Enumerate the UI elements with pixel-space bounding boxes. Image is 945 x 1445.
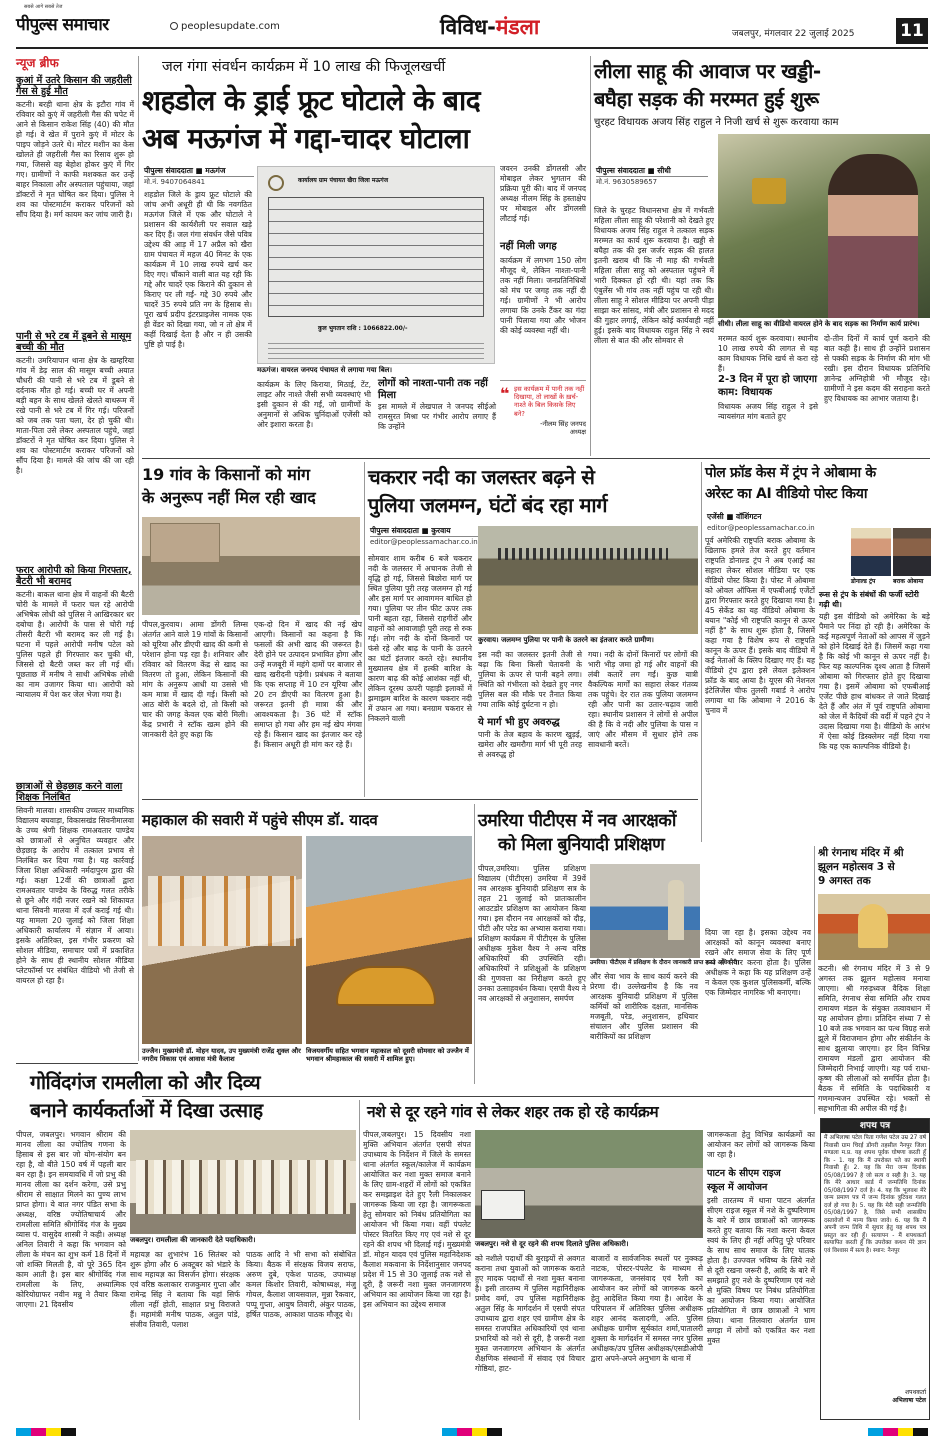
news-brief-label: न्यूज ब्रीफ: [16, 56, 59, 70]
palanquin-shape: [336, 966, 436, 1006]
anti-drug-rally-photo: [475, 1130, 703, 1238]
pullquote-head: लोगों को नाश्ता-पानी तक नहीं मिला: [378, 378, 488, 401]
byline-name: पीपुल्स संवाददाता: [596, 166, 645, 175]
obama-caption: बराक ओबामा: [893, 578, 924, 585]
story-subhead: स्कूल में आयोजन: [707, 1182, 768, 1193]
story-subhead: ये मार्ग भी हुए अवरुद्ध: [478, 717, 560, 728]
police-training-photo: [590, 864, 700, 958]
story-body: पीपल,जबलपुर। 15 दिवसीय नशा मुक्ति अभियान अंतर्गत एसपी संपत उपाध्याय के निर्देशन में जिले के समस्त थाना अंतर्गत स्कूल/कालेज में कार्यक्रम आयोजित कर नशा मुक्त समाज बनाने के लिए ग्राम-शहरों में लोगों को एकत्रित कर समझाइश देते हुए रैली निकालकर जागरूक किया जा रहा है। जागरूकता हेतु सोमवार को निबंध प्रतियोगिता का आयोजन भी किया गया। वहीं पंपलेट पोस्टर वितरित किए गए एवं नशे से दूर रहने की शपथ भी दिलाई गई। मुख्यमंत्री डॉ. मोहन यादव एवं पुलिस महानिदेशक कैलाश मकवाना के निर्देशानुसार जनपद प्रदेश में 15 से 30 जुलाई तक नशे से दूरी, है जरूरी नशा मुक्त जनजागरण अभियान का आयोजन किया जा रहा है। इस अभियान का उद्देश्य समाज: [363, 1130, 471, 1310]
brief-body: कटनी। उमरियापान थाना क्षेत्र के खम्हरिया गांव में डेढ़ साल की मासूम बच्ची अयात चौधरी की पानी से भरे टब में डूबने से दर्दनाक मौत हो गई। बच्ची घर में अपनी बड़ी बहन के साथ खेलते खेलते बाथरूम में रखे पानी से भरे टब में गिर गई। परिजनों को जब तक पता चला, देर हो चुकी थी। माता-पिता उसे लेकर अस्पताल पहुंचे, जहां डॉक्टरों ने मृत घोषित कर दिया। पुलिस ने शव का पोस्टमार्टम कराकर परिजनों को सौंप दिया है। मामले की जांच की जा रही है।: [16, 355, 134, 475]
story-headline: 19 गांव के किसानों को मांग: [142, 465, 311, 484]
story-govindganj-ramlila: [16, 1068, 356, 1420]
story-body: को नशीले पदार्थों की बुराइयों से अवगत कराना तथा युवाओं को जागरूक कराते हुए मादक पदार्थों से नशा मुक्त बनाना है। इसी तारतम्य में पुलिस महानिरीक्षक प्रमोद वर्मा, उप पुलिस महानिरीक्षक अतुल सिंह के मार्गदर्शन में एसपी संपत उपाध्याय द्वारा शहर एवं ग्रामीण क्षेत्र के समस्त राजपत्रित अधिकारियों एवं थाना प्रभारियों को नशे से दूरी, है जरूरी नशा मुक्त जनजागरण अभियान के अंतर्गत शैक्षणिक संस्थानों में संवाद एवं विचार गोष्ठियां, हाट-: [475, 1254, 585, 1374]
brief-body: कटनी। बाकल थाना क्षेत्र में वाहनों की बैटरी चोरी के मामले में फरार चल रहे आरोपी अभिषेक लोधी को पुलिस ने आखिरकार धर दबोचा है। आरोपी के पास से चोरी गई तीसरी बैटरी भी बरामद कर ली गई है। घटना में पहले आरोपी मनीष पटेल को पुलिस पहले ही गिरफ्तार कर चुकी थी, जिससे दो बैटरी जब्त कर ली गई थीं। पूछताछ में मनीष ने साथी अभिषेक लोधी का नाम उजागर किया था। आरोपी को न्यायालय में पेश कर जेल भेजा गया है।: [16, 589, 134, 699]
story-body: मरम्मत कार्य शुरू करवाया। स्थानीय 10 लाख रुपये की लागत से यह काम विधायक निधि खर्च से करा रहे हैं।: [718, 334, 818, 374]
deity-shape: [858, 904, 888, 948]
color-swatch: [16, 1428, 76, 1436]
bill-seal-icon: [268, 175, 284, 191]
byline: पीपुल्स संवाददाता ■ कुरवाय: [370, 526, 480, 537]
column-divider: [590, 56, 591, 456]
story-body: बाजारों व सार्वजनिक स्थलों पर नुक्कड़ नाटक, पोस्टर-पंपलेट के माध्यम से जागरूकता, जनसंवाद एवं रैली का आयोजन कर लोगों को जागरूक करने हेतु आदेशित किया गया है। आदेश के परिपालन में अतिरिक्त पुलिस अधीक्षक शहर आनंद कलादगी, अति. पुलिस अधीक्षक ग्रामीण सूर्यकांत शर्मा,पातालरी शुक्ला के मार्गदर्शन में समस्त नगर पुलिस अधीक्षक/उप पुलिस अधीक्षक/एसडीओपी द्वारा अपने-अपने अनुभाग के थाना में: [591, 1254, 703, 1364]
story-fertilizer: [142, 462, 362, 842]
brief-body: कटनी। बरही थाना क्षेत्र के इटौरा गांव में रविवार को कुएं में जहरीली गैस की चपेट में आने से किसान राकेश सिंह (40) की मौत हो गई। वे खेत में पुराने कुएं में मोटर के पाइप जोड़ने उतरे थे। मोटर मशीन का केस खोलते ही जहरीली गैस का रिसाव शुरू हो गया, जिससे वह बेहोश होकर कुएं में गिर गए। ग्रामीणों ने काफी मशक्कत कर उन्हें बाहर निकाला और अस्पताल पहुंचाया, जहां डॉक्टरों ने मृत घोषित कर दिया। पुलिस ने शव का पोस्टमार्टम कराकर परिजनों को सौंप दिया है। मर्ग कायम कर जांच जारी है।: [16, 99, 134, 219]
story-body: सोमवार शाम करीब 6 बजे चकरार नदी के जलस्तर में अचानक तेजी से वृद्धि हो गई, जिससे बिछोरा मार्ग पर स्थित पुलिया पूरी तरह जलमग्न हो गई और इस मार्ग पर आवागमन बाधित हो गया। पुलिया पर तीन फीट ऊपर तक पानी बहता रहा, जिससे राहगीरों और वाहनों को आवाजाही पूरी तरह से रुक गई। लोग नदी के दोनों किनारों पर फंसे रहे और बाढ़ के पानी के उतरने का घंटों इंतजार करते रहे। स्थानीय मुख्यालय क्षेत्र में हल्की बारिश के कारण बाढ़ की कोई आशंका नहीं थी, लेकिन दूरस्थ ऊपरी पहाड़ी इलाकों में झमाझम बारिश के कारण चकरार नदी में उफान आ गया। बनग्राम चकरार से निकलने वाली: [368, 554, 472, 724]
byline-city: सीधी: [657, 166, 671, 175]
story-headline: झूलन महोत्सव 3 से: [818, 861, 895, 873]
byline: एजेंसी ■ वॉशिंगटन: [707, 512, 762, 521]
story-body: गया। नदी के दोनों किनारों पर लोगों की भारी भीड़ जमा हो गई और वाहनों की लंबी कतारें लग गईं। कुछ यात्री वैकल्पिक मार्गों का सहारा लेकर गंतव्य तक पहुंचे। देर रात तक पुलिया जलमग्न रही और पानी का उतार-चढ़ाव जारी रहा। स्थानीय प्रशासन ने लोगों से अपील की है कि वे नदी और पुलिया के पास न जाएं और मौसम में सुधार होने तक सावधानी बरतें।: [588, 650, 698, 750]
story-deck: चुरहट विधायक अजय सिंह राहुल ने निजी खर्च से शुरू करवाया काम: [594, 117, 839, 128]
story-body: इसी तारतम्य में थाना पाटन अंतर्गत सीएम राइज स्कूल में नशे के दुष्परिणाम के बारे में छात्र छात्राओं को जागरूक करते हुए बताया कि नशा करना केवल स्वयं के लिए ही नहीं अपितु पूरे परिवार के साथ साथ समाज के लिए घातक होता है। उज्ज्वल भविष्य के लिये नशे से दूरी रखना जरूरी है, आदि के बारे में समझाते हुए नशे के दुष्परिणाम एवं नशे से मुक्ति विषय पर निबंध प्रतियोगिता का आयोजन किया गया। आयोजित प्रतियोगिता में छात्र छात्राओं ने भाग लिया। थाना तिलवारा अंतर्गत ग्राम सगड़ा में लोगों को एकत्रित कर नशा मुक्त: [707, 1196, 815, 1346]
story-headline: को मिला बुनियादी प्रशिक्षण: [498, 835, 665, 855]
brief-item: [16, 565, 134, 777]
story-body: जिले के चुरहट विधानसभा क्षेत्र में गर्भवती महिला लीला साहू की परेशानी को देखते हुए विधायक अजय सिंह राहुल ने तत्काल सड़क मरम्मत का कार्य शुरू करवाया है। खड्डी से बघैहा तक की इस जर्जर सड़क की हालत इतनी खराब थी कि नौ माह की गर्भवती महिला लीला साहू को अस्पताल पहुंचने में भारी दिक्कत हो रही थी। यहां तक कि एंबुलेंस भी गांव तक नहीं पहुंच पा रही थी। लीला साहू ने सोशल मीडिया पर अपनी पीड़ा साझा कर सांसद, मंत्री और प्रशासन से मदद की गुहार लगाई, लेकिन कोई कार्यवाही नहीं हुई। इसके बाद विधायक राहुल सिंह ने स्वयं लीला से बात की और सोमवार से: [594, 206, 714, 346]
story-headline: पोल फ्रॉड केस में ट्रंप ने ओबामा के: [705, 465, 876, 481]
story-body: कटनी। श्री रंगनाथ मंदिर में 3 से 9 अगस्त तक झूलन महोत्सव मनाया जाएगा। श्री गरुड़ध्वज वैदिक शिक्षा समिति, रंगनाथ सेवा समिति और राघव रामायण मंडल के संयुक्त तत्वावधान में यह आयोजन होगा। प्रतिदिन संध्या 7 से 10 बजे तक भगवान का पत्थ विग्रह सजे झूले में विराजमान होगा और संकीर्तन के साथ झुलाया जाएगा। हर दिन विभिन्न रामायण मंडलों द्वारा आयोजन की जिम्मेदारी निभाई जाएगी। यह पर्व राधा-कृष्ण की लीलाओं को समर्पित होता है। बैठक में समिति के पदाधिकारी व गणमान्यजन उपस्थित रहे। भक्तों से सहभागिता की अपील की गई है।: [818, 964, 930, 1114]
flooded-bridge-photo: [478, 526, 698, 634]
story-headline: 9 अगस्त तक: [818, 875, 871, 887]
story-body: शहडोल जिले के ड्राय फ्रूट घोटाले की जांच अभी अधूरी ही थी कि नवगठित मऊगंज जिले में एक और घोटाले ने प्रशासन की कार्यशैली पर सवाल खड़े कर दिए हैं। जल गंगा संवर्धन जैसे पवित्र उद्देश्य की आड़ में 17 अप्रैल को खैरा ग्राम पंचायत में महज 40 मिनट के एक कार्यक्रम में 10 लाख रुपये खर्च कर दिए गए। चौंकाने वाली बात यह रही कि गद्दे और चादरें एक किराने की दुकान से किराए पर ली गईं- गद्दे 30 रुपये और चादरें 35 रुपये प्रति नग के हिसाब से। पूरा खर्च प्रदीप इंटरप्राइजेस नामक एक ही वेंडर को दिखा गया, जो न तो क्षेत्र में कहीं दिखाई देता है और न ही उसकी पुष्टि हो पाई है।: [144, 190, 252, 350]
story-subhead: नहीं मिली जगह: [500, 241, 557, 252]
bill-footnote: [268, 339, 484, 359]
column-divider: [364, 462, 365, 797]
story-body: महायज्ञ का शुभारंभ 16 सितंबर को शुरू होगा और 6 अक्टूबर को भंडारे के साथ महायज्ञ का विसर्जन होगा। संरक्षक एवं वरिष्ठ कलाकार राजकुमार गुप्ता और रामेन्द्र सिंह ने बताया कि यहां सिर्फ लीला नहीं होती, साक्षात प्रभु विराजते हैं। महामंत्री मनीष पाठक, अतुल पांडे, संजीव तिवारी, पलाश: [130, 1250, 240, 1330]
color-swatch: [868, 1428, 928, 1436]
dateline: जबलपुर, मंगलवार 22 जुलाई 2025: [732, 29, 855, 39]
story-body: कार्यक्रम के लिए किराया, मिठाई, टेंट, लाइट और नाश्ते जैसी सभी व्यवस्थाएं भी इसी दुकान से की गईं, जो ग्रामीणों के अनुमानों से अधिक चुनिंदाओं एजेंसी को ओर इशारा करता है।: [257, 380, 371, 430]
cm-procession-photo: [142, 836, 302, 1044]
story-body: दो-तीन दिनों में कार्य पूर्ण कराने की बात कही है। साथ ही उन्होंने प्रशासन से पक्की सड़क के निर्माण की मांग भी रखी। इस दौरान विधायक प्रतिनिधि ज्ञानेन्द्र अग्निहोत्री भी मौजूद रहे। ग्रामीणों ने इस कदम की सराहना करते हुए विधायक का आभार जताया है।: [824, 334, 930, 404]
section-title: [440, 14, 539, 40]
story-body: पूर्व अमेरिकी राष्ट्रपति बराक ओबामा के खिलाफ हमले तेज करते हुए वर्तमान राष्ट्रपति डोनाल्ड ट्रंप ने अब एआई का सहारा लेकर सोशल मीडिया पर एक वीडियो पोस्ट किया है। पोस्ट में ओबामा को ओवल ऑफिस में एफबीआई एजेंटों द्वारा गिरफ्तार करते हुए दिखाया गया है। 45 सेकेंड का यह वीडियो ओबामा के बयान "कोई भी राष्ट्रपति कानून से ऊपर नहीं है" के साथ शुरू होता है, जिसमें कहा गया है विशेष रूप से राष्ट्रपति कानून के ऊपर हैं। इसके बाद वीडियो में कई नेताओं के क्लिप दिखाए गए हैं। यह वीडियो ट्रंप द्वारा इसे लेवल इलेक्शन फ्रॉड के बाद आया है। यूएस की नेशनल इंटेलिजेंस चीफ तुलसी गबार्ड ने आरोप लगाया था कि ओबामा ने 2016 के चुनाव में: [705, 536, 815, 716]
story-headline: के अनुरूप नहीं मिल रही खाद: [142, 488, 316, 507]
notice-title: शपथ पत्र: [821, 1119, 929, 1133]
quote-box: [500, 380, 586, 446]
story-chakrar-river: [368, 462, 698, 797]
row-divider: [142, 799, 698, 800]
section-city: मंडला: [495, 15, 540, 39]
header-rule: [16, 47, 928, 49]
pullquote: [378, 378, 496, 444]
byline-name: एजेंसी: [707, 512, 724, 521]
globe-icon: [170, 22, 178, 30]
story-body: पाठक आदि ने भी सभा को संबोधित किया। बैठक में संरक्षक विजय सराफ, अरुण दुबे, एकेश पाठक, उपाध्यक्ष कमल किशोर तिवारी, कोषाध्यक्ष, मंजु गोयल, कैलाश जायसवाल, मुन्ना रैकवार, पप्पू गुप्ता, आयुष तिवारी, अंकुर पाठक, हर्षित पाठक, आकाश पाठक मौजूद थे।: [246, 1250, 356, 1320]
byline-email: editor@peoplessamachar.co.in: [707, 524, 815, 532]
color-swatch: [442, 1428, 502, 1436]
story-body: विधायक अजय सिंह राहुल ने इसे न्यायसंगत मांग बताते हुए: [718, 402, 818, 422]
story-headline: बघैहा सड़क की मरम्मत हुई शुरू: [594, 87, 819, 111]
fertilizer-queue-photo: [142, 517, 360, 615]
story-headline: लीला साहू की आवाज पर खड्डी-: [594, 59, 821, 83]
road-repair-photo: [718, 134, 930, 318]
story-body: जवरन उनकी डोंगलसी और मोबाइल लेकर भुगतान की प्रक्रिया पूरी की। बाद में जनपद अध्यक्ष नीलम सिंह के हस्ताक्षेप पर मोबाइल और डोंगलसी लौटाई गई।: [500, 164, 586, 224]
bill-table: [268, 197, 484, 317]
story-headline: नशे से दूर रहने गांव से लेकर शहर तक हो रहे कार्यक्रम: [367, 1103, 659, 1121]
bill-document-image: [257, 166, 495, 364]
building-shape: [150, 523, 220, 563]
print-color-strip: [16, 1428, 928, 1438]
story-headline: शहडोल के ड्राई फ्रूट घोटाले के बाद: [142, 84, 480, 117]
notice-sign-name: अभिलाषा पटेल: [892, 1396, 926, 1404]
image-caption: सीधी। लीला साहू का वीडियो वायरल होने के बाद सड़क का निर्माण कार्य प्रारंभ।: [718, 320, 920, 328]
row-divider: [142, 458, 930, 459]
brief-item: [16, 75, 134, 327]
story-mahakal: [142, 804, 472, 1094]
row-divider: [16, 1063, 138, 1064]
byline-name: पीपुल्स संवाददाता: [370, 526, 419, 535]
crowd-shape: [148, 876, 296, 946]
officer-figure: [668, 880, 684, 940]
story-body: कार्यक्रम में लगभग 150 लोग मौजूद थे, लेकिन नाश्ता-पानी तक नहीं मिला। जनप्रतिनिधियों को मंच पर जगह तक नहीं दी गई। ग्रामीणों ने भी आरोप लगाया कि उनके टैंकर का गंदा पानी पिलाया गया और भोजन की कोई व्यवस्था नहीं थी।: [500, 256, 586, 336]
story-body: पीपल,कुरवाय। आमा डोंगरी लिम्स अंतर्गत आने वाले 19 गांवों के किसानों को यूरिया और डीएपी खाद की कमी से परेशान होना पड़ रहा है। शनिवार और रविवार को वितरण केंद्र से खाद का वितरण तो हुआ, लेकिन किसानों की मांग के अनुरूप आधी या उससे भी कम मात्रा में खाद दी गई। किसी को आठ बोरी के बदले दो, तो किसी को चार की जगह केवल एक बोरी मिली। केंद्र प्रभारी ने स्टॉक खत्म होने की जानकारी देते हुए कहा कि: [142, 620, 248, 740]
excavator-shape: [752, 178, 786, 204]
brief-headline: छात्राओं से छेड़छाड़ करने वाला शिक्षक निलंबित: [16, 780, 123, 804]
byline: पीपुल्स संवाददाता ■ मऊगंज: [144, 166, 254, 177]
byline-name: पीपुल्स संवाददाता: [144, 166, 193, 175]
group-shape: [136, 1160, 350, 1214]
brief-headline: फरार आरोपी को किया गिरफ्तार, बैटरी भी बरामद: [16, 564, 132, 588]
trump-caption: डोनाल्ड ट्रंप: [851, 578, 876, 585]
byline-mobile: मो.नं. 9407064841: [144, 178, 206, 186]
byline-city: वॉशिंगटन: [736, 512, 762, 521]
story-trump-obama: [705, 462, 930, 842]
story-umaria-pts: [478, 804, 740, 1084]
story-body: जागरूकता हेतु विभिन्न कार्यक्रमों का आयोजन कर लोगों को जागरूक किया जा रहा है।: [707, 1130, 815, 1160]
story-body: पानी के तेज बहाव के कारण खुड़ई, खमेरा और खमरौगा मार्ग भी पूरी तरह से अवरुद्ध हो: [478, 730, 582, 760]
quote-text: इस कार्यक्रम में पानी तक नहीं दिखाया, तो लाखों के ख़र्च-नाश्ते के बिल किसके लिए बने?: [514, 385, 585, 418]
column-divider: [701, 462, 702, 842]
image-caption: विजयवर्गीय सहित भगवान महाकाल को दूसरी सोमवार को उज्जैन में भगवान श्रीमहाकाल की सवारी में शामिल हुए।: [306, 1047, 469, 1063]
column-divider: [814, 846, 815, 1114]
story-subhead: रूस से ट्रंप के संबंधों की फर्जी स्टोरी गढ़ी थी।: [819, 590, 919, 609]
story-body: पीपल,उमरिया। पुलिस प्रशिक्षण विद्यालय (पीटीएस) उमरिया में 39वें नव आरक्षक बुनियादी प्रशिक्षण सत्र के तहत 21 जुलाई को प्रातःकालीन आउटडोर प्रशिक्षण का आयोजन किया गया। इस दौरान नव आरक्षकों को दौड़, पीटी और परेड का अभ्यास कराया गया। प्रशिक्षण कार्यक्रम में पीटीएस के पुलिस अधीक्षक मुकेश वैश्य ने अन्य वरिष्ठ अधिकारियों की उपस्थिति रही। अधिकारियों ने प्रशिक्षुओं के प्रशिक्षण की गुणवत्ता का निरीक्षण करते हुए उनका उत्साहवर्धन किया। एसपी वैश्य ने नव आरक्षकों से अनुशासन, समर्पण: [478, 864, 586, 1004]
quote-author: -नीलम सिंह जनपद अध्यक्ष: [540, 420, 586, 436]
notice-body: मैं अभिलाषा पटेल पिता गणेश पटेल उम्र 27 वर्ष निवासी ग्राम चिरई डोंगरी तहसील नैनपुर जिला मण्डला म.प्र. यह शपथ पूर्वक घोषणा करती हूँ कि - 1. यह कि मैं उपरोक्त पते का स्थायी निवासी हूँ। 2. यह कि मेरा जन्म दिनांक 05/08/1997 है जो सत्य व सही है। 3. यह कि मेरे आधार कार्ड में जन्मतिथि दिनांक 05/08/1997 दर्ज है। 4. यह कि भूलवश मेरे जन्म प्रमाण पत्र में जन्म दिनांक त्रुटिवश गलत दर्ज हो गया है। 5. यह कि मेरी सही जन्मतिथि 05/08/1997 है, जिसे सभी शासकीय दस्तावेजों में मान्य किया जावे। 6. यह कि मैं अपनी जन्म तिथि में सुधार हेतु यह शपथ पत्र प्रस्तुत कर रही हूँ। सत्यापन - मैं शपथकर्ता सत्यापित करती हूँ कि उपरोक्त कथन मेरे ज्ञान एवं विश्वास में सत्य है। स्थान: नैनपुर: [824, 1135, 926, 1254]
column-divider: [474, 804, 475, 1084]
story-body: दिया जा रहा है। इसका उद्देश्य नव आरक्षकों को कानून व्यवस्था बनाए रखने और समाज सेवा के लिए पूर्ण रूप से तैयार करना होता है। पुलिस अधीक्षक ने कहा कि यह प्रशिक्षण उन्हें न केवल एक कुशल पुलिसकर्मी, बल्कि एक जिम्मेदार नागरिक भी बनाएगा।: [705, 928, 811, 998]
column-divider: [359, 1100, 360, 1420]
image-caption: जबलपुर। नशे से दूर रहने की शपथ दिलाते पुलिस अधिकारी।: [475, 1240, 629, 1248]
story-subhead: 2-3 दिन में पूरा हो जाएगा काम: विधायक: [718, 374, 817, 398]
column-divider: [138, 56, 139, 1061]
story-kicker: जल गंगा संवर्धन कार्यक्रम में 10 लाख की फिजूलखर्ची: [162, 59, 446, 75]
ramlila-meeting-photo: [130, 1130, 356, 1234]
masthead: [0, 0, 945, 50]
story-headline: अब मऊगंज में गद्दा-चादर घोटाला: [142, 122, 470, 155]
story-body: पीपल, जबलपुर। भगवान श्रीराम की मानव लीला का ज्योतिष गणना के हिसाब से इस बार जो योग-संयोग बन रहा है, वो बीते 150 वर्ष में पहली बार बन रहा है। इन समयावधि में जो प्रभु की मानव लीला का दर्शन करेगा, उसे प्रभु श्रीराम से साक्षात मिलने का पुण्य लाभ प्राप्त होगा। ये बात नगर पंडित सभा के अध्यक्ष, वरिष्ठ ज्योतिषाचार्य और रामलीला समिति श्रीगोविंद गंज के मुख्य व्यास पं. वासुदेव शास्त्री ने कही। अध्यक्ष अनिल तिवारी ने कहा कि भगवान को लीला के मंचन का शुभ कर्म 18 दिनों में जो शक्ति मिलती है, वो पूरे 365 दिन काम आती है। इस बार श्रीगोविंद गंज रामलीला के लिए, अध्यात्मिक कोरियोग्राफर नवीन मन्नु ने तैयार किया जाएगा। 21 दिवसीय: [16, 1130, 126, 1310]
story-headline: चकरार नदी का जलस्तर बढ़ने से: [368, 465, 595, 489]
brief-item: [16, 781, 134, 1071]
logo[interactable]: [16, 4, 166, 40]
brief-item: [16, 331, 134, 561]
temple-photo: [818, 894, 930, 960]
story-headline: पुलिया जलमग्न, घंटों बंद रहा मार्ग: [368, 493, 608, 517]
story-headline: अरेस्ट का AI वीडियो पोस्ट किया: [705, 486, 868, 502]
byline-city: मऊगंज: [205, 166, 226, 175]
byline-email: editor@peoplessamachar.co.in: [370, 538, 478, 546]
trump-photo: [851, 528, 891, 576]
story-body: और सेवा भाव के साथ कार्य करने की प्रेरणा दी। उल्लेखनीय है कि नव आरक्षक बुनियादी प्रशिक्षण में पुलिस कर्मियों को शारीरिक दक्षता, मानसिक मजबूती, परेड, अनुशासन, हथियार संचालन और पुलिस प्रशासन की बारीकियों का प्रशिक्षण: [590, 972, 698, 1042]
story-leela-sahu: [594, 56, 930, 456]
pullquote-body: इस मामले में लेखपाल ने जनपद सीईओ रामसुरत मिश्रा पर गंभीर आरोप लगाए हैं कि उन्होंने: [378, 402, 496, 432]
mahakal-palanquin-photo: [306, 836, 472, 1044]
image-caption: उमरिया। पीटीएस में प्रशिक्षण के दौरान जानकारी प्राप्त करते अधिकारी।: [590, 960, 740, 966]
story-mauganj: [142, 56, 587, 456]
story-body: यही इस वीडियो को अमेरिका के बड़े पैमाने पर निंदा हो रही है। अमेरिका के कई महत्वपूर्ण नेताओं को आपस में जुड़ने को होने दिखाई देते हैं। जिसमें कहा गया है कि कोई भी कानून से ऊपर नहीं है। फिर यह काल्पनिक दृश्य आता है जिसमें ओबामा को गिरफ्तार होते हुए दिखाया गया है। इसमें ओबामा को एफबीआई एजेंट पीछे हाथ बांधकर ले जाते दिखाई देते हैं और अंत में पूर्व राष्ट्रपति ओबामा को जेल में कैदियों की वर्दी में पहने ट्रंप ने उदास दिखाया गया है। वीडियो के आरंभ में ऐसा कोई डिस्क्लेमर नहीं दिया गया कि यह एक काल्पनिक वीडियो है।: [819, 612, 930, 752]
website-link[interactable]: peoplesupdate.com: [181, 21, 280, 32]
byline-mobile: मो.नं. 9630589657: [596, 178, 658, 186]
byline-city: कुरवाय: [431, 526, 451, 535]
logo-text: पीपुल्स समाचार: [16, 15, 109, 35]
police-vehicle-shape: [481, 1190, 525, 1220]
notice-sign-label: शपथकर्ता: [905, 1389, 926, 1396]
image-caption: कुरवाय। जलमग्न पुलिया पर पानी के उतरने का इंतजार करते ग्रामीण।: [478, 636, 654, 644]
news-brief-column: [16, 56, 134, 1061]
brief-headline: कुआं में उतरे किसान की जहरीली गैस से हुई मौत: [16, 74, 132, 98]
brief-headline: पानी से भरे टब में डूबने से मासूम बच्ची की मौत: [16, 330, 132, 354]
story-headline: महाकाल की सवारी में पहुंचे सीएम डॉ. यादव: [142, 811, 378, 829]
obama-photo: [893, 528, 931, 576]
story-headline: उमरिया पीटीएस में नव आरक्षकों: [478, 811, 676, 831]
image-caption: जबलपुर। रामलीला की जानकारी देते पदाधिकारी।: [130, 1236, 256, 1244]
quote-mark-icon: ❝: [500, 384, 510, 403]
story-headline: बनाने कार्यकर्ताओं में दिखा उत्साह: [30, 1099, 263, 1122]
woman-figure: [828, 154, 918, 318]
story-headline: गोविंदगंज रामलीला को और दिव्य: [30, 1071, 261, 1094]
story-headline: श्री रंगनाथ मंदिर में श्री: [818, 847, 904, 859]
story-body: इस नदी का जलस्तर इतनी तेजी से बढ़ा कि बिना किसी चेतावनी के पुलिया के ऊपर से पानी बहने लगा। स्थिति को गंभीरता को देखते हुए नगर पुलिस बल की मौके पर तैनात किया गया ताकि कोई दुर्घटना न हो।: [478, 650, 582, 710]
crowd-shape: [498, 548, 668, 560]
story-rangnath-temple: [818, 846, 930, 1114]
byline: पीपुल्स संवाददाता ■ सीधी: [596, 166, 708, 177]
story-body: एक-दो दिन में खाद की नई खेप आएगी। किसानों का कहना है कि फसलों की अभी खाद की जरूरत है। देरी होने पर उत्पादन प्रभावित होगा और उन्हें मजबूरी में महंगे दामों पर बाजार से खाद खरीदनी पड़ेगी। प्रबंधक ने बताया कि एक सप्ताह में 10 टन यूरिया और 20 टन डीएपी का वितरण हुआ है। जरूरत इतनी ही मात्रा की और आवश्यकता है। 36 घंटे में स्टॉक समाप्त हो गया और हम नई खेप मंगवा रहे हैं। किसान खाद का इंतजार कर रहे हैं। किसान अधूरी ही मांग कर रहे हैं।: [254, 620, 362, 750]
bill-total: कुल भुगतान राशि : 1066822.00/-: [318, 325, 408, 332]
bill-doc-title: कार्यालय ग्राम पंचायत खैरा जिला मऊगंज: [298, 177, 389, 184]
page-number: 11: [896, 18, 928, 44]
story-nasha-mukti: [363, 1100, 815, 1420]
logo-tagline: सबसे आगे सबसे तेज: [24, 4, 63, 10]
story-subhead: पाटन के सीएम राइज: [707, 1168, 781, 1179]
image-caption: मऊगंज। वायरल जनपद पंचायत से लगाया गया बिल।: [257, 366, 393, 374]
image-caption: उज्जैन। मुख्यमंत्री डॉ. मोहन यादव, उप मुख्यमंत्री राजेंद्र शुक्ल और नगरीय विकास एवं आवास मंत्री कैलाश: [142, 1047, 301, 1063]
affidavit-notice: [820, 1118, 930, 1420]
brief-body: सिवनी मालवा। शासकीय उच्चतर माध्यमिक विद्यालय बघवाड़ा, विकासखंड सिवनीमालवा के उच्च श्रेणी शिक्षक रामअवतार पाण्डेय को छात्राओं से अनुचित व्यवहार और छेड़छाड़ के आरोप में तत्काल प्रभाव से निलंबित कर दिया गया है। यह कार्रवाई जिला शिक्षा अधिकारी नर्मदापुरम द्वारा की गई। कक्षा 12वीं की छात्राओं द्वारा रामअवतार पाण्डेय के विरुद्ध गलत तरीके से छूने और गंदी नजर रखने को शिकायत थाना सिवनी मालवा में दर्ज कराई गई थी। यह मामला 20 जुलाई को जिला शिक्षा अधिकारी कार्यालय में संज्ञान में आया। इसके अतिरिक्त, इस गंभीर प्रकरण को सोशल मीडिया, समाचार पत्रों में प्रकाशित होने के साथ ही स्थानीय सोशल मीडिया प्लेटफॉर्म्स पर संबंधित वीडियो भी तेजी से वायरल हो रहा है।: [16, 805, 134, 986]
section-label: विविध-: [440, 15, 496, 39]
